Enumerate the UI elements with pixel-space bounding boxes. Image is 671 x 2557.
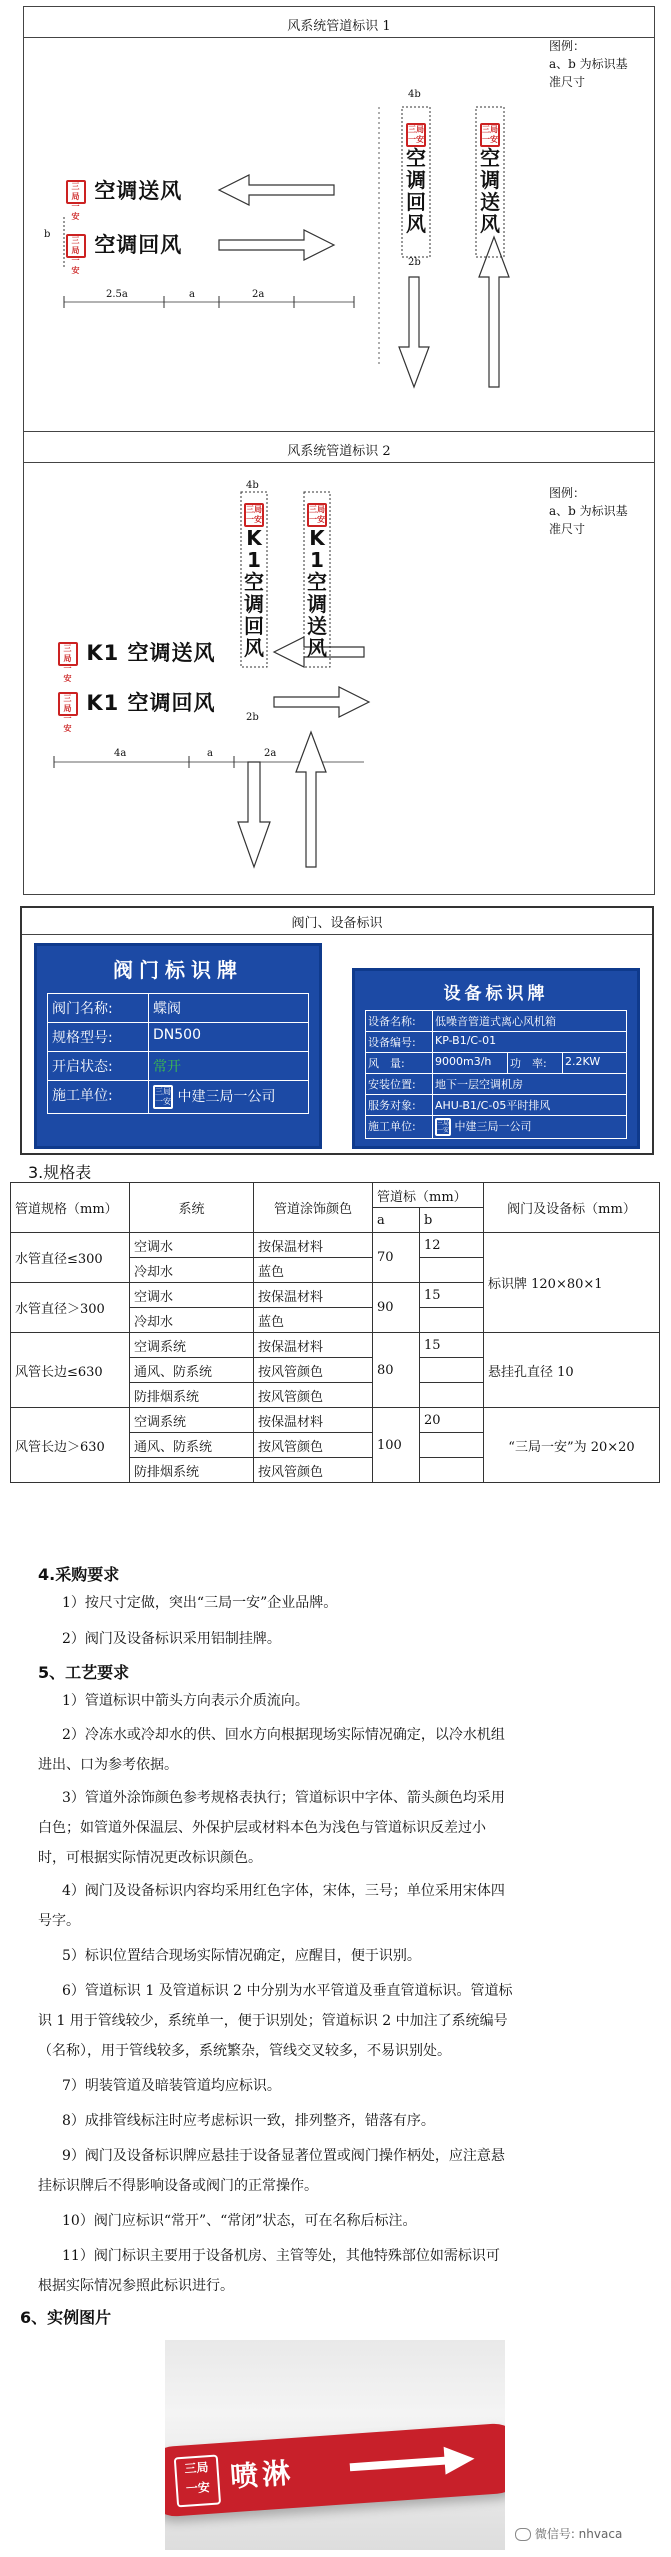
valve-row-value bbox=[149, 1081, 279, 1113]
row-size: 水管直径≤300 bbox=[11, 1233, 130, 1283]
vertical-supply-text: 空调送风 bbox=[307, 569, 327, 660]
process-line: 根据实际情况参照此标识进行。 bbox=[38, 2278, 234, 2294]
contractor-text: 中建三局一公司 bbox=[177, 1089, 276, 1105]
purchase-heading: 4.采购要求 bbox=[38, 1565, 120, 1584]
row-system: 通风、防系统 bbox=[130, 1433, 254, 1458]
valve-row bbox=[47, 1023, 309, 1052]
row-system: 防排烟系统 bbox=[130, 1458, 254, 1483]
header-pipe-mark: 管道标（mm） bbox=[373, 1183, 484, 1208]
process-line: 11）阀门标识主要用于设备机房、主管等处，其他特殊部位如需标识可 bbox=[62, 2248, 500, 2264]
spec-heading: 3.规格表 bbox=[28, 1163, 92, 1182]
header-a: a bbox=[373, 1208, 420, 1233]
equip-row bbox=[365, 1053, 627, 1074]
row-b: 15 bbox=[420, 1283, 484, 1308]
row-b: 12 bbox=[420, 1233, 484, 1258]
vertical-supply-label bbox=[478, 122, 502, 235]
dim-4b: 4b bbox=[246, 480, 259, 491]
down-arrow-icon bbox=[399, 277, 429, 387]
row-color: 蓝色 bbox=[254, 1258, 373, 1283]
process-line: 8）成排管线标注时应考虑标识一致，排列整齐，错落有序。 bbox=[62, 2113, 435, 2129]
vertical-supply-text: 空调送风 bbox=[480, 145, 500, 236]
equip-row-key: 功 率: bbox=[508, 1053, 563, 1073]
row-a: 70 bbox=[373, 1233, 420, 1283]
valve-row-key: 施工单位: bbox=[48, 1081, 149, 1113]
row-system: 空调水 bbox=[130, 1283, 254, 1308]
example-heading: 6、实例图片 bbox=[20, 2308, 112, 2327]
system-code: K1 bbox=[246, 525, 262, 572]
right-arrow-icon bbox=[274, 687, 369, 717]
dim-2a: 2a bbox=[252, 289, 265, 300]
duct-marking-1-title: 风系统管道标识 1 bbox=[24, 15, 654, 38]
valve-note-3: “三局一安”为 20×20 bbox=[484, 1408, 660, 1483]
flow-arrow-icon bbox=[348, 2438, 480, 2487]
brand-seal-icon: 三局 一安 bbox=[244, 503, 264, 527]
equip-row-key: 服务对象: bbox=[366, 1095, 433, 1115]
process-line: （名称），用于管线较多，系统繁杂，管线交叉较多，不易识别处。 bbox=[38, 2043, 451, 2059]
vertical-k1-supply-label bbox=[305, 502, 329, 659]
row-b-empty bbox=[420, 1308, 484, 1333]
vertical-return-text: 空调回风 bbox=[406, 145, 426, 236]
equip-row-value: 地下一层空调机房 bbox=[435, 1078, 523, 1091]
row-a: 80 bbox=[373, 1333, 420, 1408]
row-system: 空调水 bbox=[130, 1233, 254, 1258]
equipment-sign-board bbox=[352, 968, 640, 1149]
vertical-k1-return-label bbox=[242, 502, 266, 659]
return-air-text: 空调回风 bbox=[127, 691, 216, 715]
dim-2b: 2b bbox=[246, 712, 259, 723]
pipe-label bbox=[173, 2429, 505, 2512]
row-system: 空调系统 bbox=[130, 1333, 254, 1358]
valve-note-2: 悬挂孔直径 10 bbox=[484, 1333, 660, 1408]
row-color: 按风管颜色 bbox=[254, 1383, 373, 1408]
dim-4b: 4b bbox=[408, 89, 421, 100]
valve-row-key: 规格型号: bbox=[48, 1023, 149, 1051]
process-line: 10）阀门应标识“常开”、“常闭”状态，可在名称后标注。 bbox=[62, 2213, 417, 2229]
row-system: 空调系统 bbox=[130, 1408, 254, 1433]
dim-2a: 2a bbox=[264, 748, 277, 759]
process-line: 号字。 bbox=[38, 1913, 80, 1929]
valve-status-value: 常开 bbox=[153, 1059, 181, 1075]
equipment-sign-title: 设备标识牌 bbox=[443, 984, 549, 1004]
equip-row-value: 低噪音管道式离心风机箱 bbox=[435, 1015, 556, 1028]
process-line: 2）冷冻水或冷却水的供、回水方向根据现场实际情况确定，以冷水机组 bbox=[62, 1727, 505, 1743]
legend-line: 准尺寸 bbox=[549, 522, 586, 536]
valve-note-1: 标识牌 120×80×1 bbox=[484, 1233, 660, 1333]
pipe-label-text: 喷淋 bbox=[229, 2456, 296, 2494]
legend-line: a、b 为标识基 bbox=[549, 57, 628, 71]
valve-equipment-title: 阀门、设备标识 bbox=[22, 912, 652, 935]
up-arrow-icon bbox=[296, 732, 326, 867]
dim-2-5a: 2.5a bbox=[106, 289, 128, 300]
equip-row bbox=[365, 1116, 627, 1139]
equip-row-key: 施工单位: bbox=[366, 1116, 433, 1138]
row-b-empty bbox=[420, 1258, 484, 1283]
row-system: 冷却水 bbox=[130, 1308, 254, 1333]
valve-sign-board bbox=[34, 943, 322, 1149]
dim-2b: 2b bbox=[408, 257, 421, 268]
row-a: 100 bbox=[373, 1408, 420, 1483]
process-line: 1）管道标识中箭头方向表示介质流向。 bbox=[62, 1693, 309, 1709]
equip-row bbox=[365, 1010, 627, 1032]
process-line: 识 1 用于管线较少，系统单一，便于识别处；管道标识 2 中加注了系统编号 bbox=[38, 2013, 508, 2029]
row-size: 风管长边＞630 bbox=[11, 1408, 130, 1483]
process-line: 时，可根据实际情况更改标识颜色。 bbox=[38, 1850, 262, 1866]
equip-row-key: 安装位置: bbox=[366, 1074, 433, 1094]
equip-row bbox=[365, 1032, 627, 1053]
header-system: 系统 bbox=[130, 1183, 254, 1233]
row-color: 按风管颜色 bbox=[254, 1358, 373, 1383]
process-line: 9）阀门及设备标识牌应悬挂于设备显著位置或阀门操作柄处，应注意悬 bbox=[62, 2148, 505, 2164]
right-arrow-icon bbox=[219, 230, 334, 260]
row-size: 风管长边≤630 bbox=[11, 1333, 130, 1408]
row-b-empty bbox=[420, 1458, 484, 1483]
equip-row bbox=[365, 1074, 627, 1095]
system-code: K1 bbox=[86, 641, 120, 665]
brand-seal-icon: 三局 一安 bbox=[174, 2454, 221, 2507]
example-photo bbox=[165, 2340, 505, 2550]
wechat-icon bbox=[515, 2528, 531, 2541]
process-heading: 5、工艺要求 bbox=[38, 1663, 130, 1682]
equip-row-value bbox=[433, 1116, 534, 1138]
row-color: 蓝色 bbox=[254, 1308, 373, 1333]
equip-row-value: 2.2KW bbox=[565, 1055, 601, 1068]
equip-row-value: KP-B1/C-01 bbox=[435, 1034, 497, 1047]
equip-row-key: 设备名称: bbox=[366, 1011, 433, 1031]
row-a: 90 bbox=[373, 1283, 420, 1333]
arrows-2 bbox=[24, 432, 654, 894]
equip-row-value: 9000m3/h bbox=[433, 1053, 508, 1073]
process-line: 5）标识位置结合现场实际情况确定，应醒目，便于识别。 bbox=[62, 1948, 421, 1964]
row-b: 15 bbox=[420, 1333, 484, 1358]
equip-row-key: 风 量: bbox=[366, 1053, 433, 1073]
system-code: K1 bbox=[86, 691, 120, 715]
legend-line: 图例： bbox=[549, 486, 586, 500]
row-system: 冷却水 bbox=[130, 1258, 254, 1283]
valve-row-key: 阀门名称: bbox=[48, 994, 149, 1022]
valve-row bbox=[47, 1052, 309, 1081]
row-system: 防排烟系统 bbox=[130, 1383, 254, 1408]
up-arrow-icon bbox=[479, 237, 509, 387]
left-arrow-icon bbox=[219, 175, 334, 205]
brand-seal-icon: 三局 一安 bbox=[307, 503, 327, 527]
duct-marking-1-panel bbox=[23, 6, 655, 433]
brand-seal-icon: 三局 一安 bbox=[437, 1120, 450, 1134]
row-size: 水管直径＞300 bbox=[11, 1283, 130, 1333]
process-line: 4）阀门及设备标识内容均采用红色字体，宋体，三号；单位采用宋体四 bbox=[62, 1883, 505, 1899]
legend-line: 图例： bbox=[549, 39, 586, 53]
vertical-return-label bbox=[404, 122, 428, 235]
row-color: 按风管颜色 bbox=[254, 1433, 373, 1458]
dim-a: a bbox=[189, 289, 195, 300]
return-air-text: 空调回风 bbox=[94, 233, 183, 257]
row-b-empty bbox=[420, 1358, 484, 1383]
row-system: 通风、防系统 bbox=[130, 1358, 254, 1383]
brand-seal-icon: 三局 一安 bbox=[66, 180, 86, 204]
brand-seal-icon: 三局 一安 bbox=[153, 1085, 173, 1109]
valve-row-value: 蝶阀 bbox=[153, 1001, 181, 1017]
valve-equipment-panel bbox=[20, 906, 654, 1155]
purchase-item: 2）阀门及设备标识采用铝制挂牌。 bbox=[62, 1631, 281, 1647]
valve-row-key: 开启状态: bbox=[48, 1052, 149, 1080]
contractor-text: 中建三局一公司 bbox=[454, 1120, 532, 1133]
legend-line: 准尺寸 bbox=[549, 75, 586, 89]
brand-seal-icon: 三局 一安 bbox=[66, 234, 86, 258]
vertical-return-text: 空调回风 bbox=[244, 569, 264, 660]
row-color: 按保温材料 bbox=[254, 1283, 373, 1308]
row-color: 按风管颜色 bbox=[254, 1458, 373, 1483]
legend-line: a、b 为标识基 bbox=[549, 504, 628, 518]
process-line: 6）管道标识 1 及管道标识 2 中分别为水平管道及垂直管道标识。管道标 bbox=[62, 1983, 513, 1999]
dim-4a: 4a bbox=[114, 748, 127, 759]
row-b: 20 bbox=[420, 1408, 484, 1433]
equip-row bbox=[365, 1095, 627, 1116]
dim-a: a bbox=[207, 748, 213, 759]
valve-sign-title: 阀门标识牌 bbox=[113, 958, 243, 982]
equip-row-key: 设备编号: bbox=[366, 1032, 433, 1052]
brand-seal-icon: 三局 一安 bbox=[58, 692, 78, 716]
valve-row bbox=[47, 1081, 309, 1114]
process-line: 进出、口为参考依据。 bbox=[38, 1757, 178, 1773]
header-valve: 阀门及设备标（mm） bbox=[484, 1183, 660, 1233]
purchase-item: 1）按尺寸定做，突出“三局一安”企业品牌。 bbox=[62, 1595, 338, 1611]
row-b-empty bbox=[420, 1383, 484, 1408]
header-color: 管道涂饰颜色 bbox=[254, 1183, 373, 1233]
process-line: 白色；如管道外保温层、外保护层或材料本色为浅色与管道标识反差过小 bbox=[38, 1820, 486, 1836]
brand-seal-icon: 三局 一安 bbox=[406, 123, 426, 147]
brand-seal-icon: 三局 一安 bbox=[480, 123, 500, 147]
valve-row-value: DN500 bbox=[153, 1027, 201, 1043]
dim-b: b bbox=[44, 229, 51, 240]
row-color: 按保温材料 bbox=[254, 1333, 373, 1358]
row-b-empty bbox=[420, 1433, 484, 1458]
watermark bbox=[515, 2525, 622, 2542]
supply-air-text: 空调送风 bbox=[127, 641, 216, 665]
horizontal-arrows-1 bbox=[24, 7, 654, 432]
brand-seal-icon: 三局 一安 bbox=[58, 642, 78, 666]
process-line: 7）明装管道及暗装管道均应标识。 bbox=[62, 2078, 281, 2094]
duct-marking-2-title: 风系统管道标识 2 bbox=[24, 440, 654, 463]
spec-table bbox=[10, 1182, 660, 1483]
system-code: K1 bbox=[309, 525, 325, 572]
process-line: 挂标识牌后不得影响设备或阀门的正常操作。 bbox=[38, 2178, 318, 2194]
supply-air-text: 空调送风 bbox=[94, 179, 183, 203]
header-size: 管道规格（mm） bbox=[11, 1183, 130, 1233]
header-b: b bbox=[420, 1208, 484, 1233]
valve-row bbox=[47, 993, 309, 1023]
row-color: 按保温材料 bbox=[254, 1408, 373, 1433]
equip-row-value: AHU-B1/C-05平时排风 bbox=[435, 1099, 551, 1112]
watermark-text: 微信号: nhvaca bbox=[534, 2527, 623, 2541]
process-line: 3）管道外涂饰颜色参考规格表执行；管道标识中字体、箭头颜色均采用 bbox=[62, 1790, 505, 1806]
duct-marking-2-panel bbox=[23, 431, 655, 895]
row-color: 按保温材料 bbox=[254, 1233, 373, 1258]
down-arrow-icon bbox=[238, 762, 270, 867]
